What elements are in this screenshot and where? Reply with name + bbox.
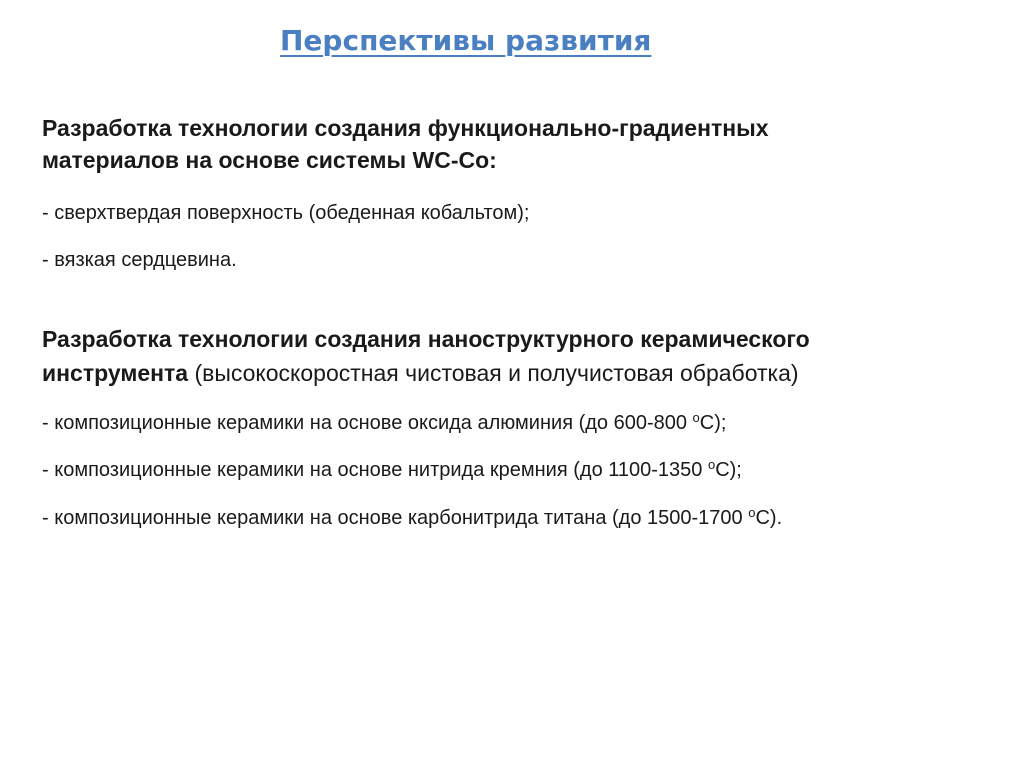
section1-item-1: - сверхтвердая поверхность (обеденная кобальтом);: [42, 202, 530, 224]
section2-item-1: [42, 410, 726, 436]
section2-item-1-text: - композиционные керамики на основе оксида алюминия (до 600-800: [42, 412, 693, 434]
degree-sign: о: [692, 410, 700, 425]
section1-heading-line1: Разработка технологии создания функционально-градиентных: [42, 115, 769, 141]
section2-heading-line1: Разработка технологии создания наноструктурного керамического: [42, 326, 810, 352]
section2-item-3: [42, 505, 782, 531]
section2-item-2-unit: С);: [715, 459, 742, 481]
section2-heading-line2: [42, 357, 799, 389]
degree-sign: о: [748, 505, 756, 520]
section2-item-2: [42, 457, 742, 483]
section2-item-1-unit: С);: [699, 412, 727, 434]
section2-item-3-unit: С).: [755, 507, 783, 529]
section2-item-3-text: - композиционные керамики на основе карбонитрида титана (до 1500-1700: [42, 507, 749, 529]
section2-heading-normal: (высокоскоростная чистовая и получистовая обработка): [188, 360, 799, 386]
page-title: Перспективы развития: [280, 24, 652, 57]
section1-item-2: - вязкая сердцевина.: [42, 249, 237, 271]
section2-heading-bold: инструмента: [42, 360, 189, 386]
section2-item-2-text: - композиционные керамики на основе нитрида кремния (до 1100-1350: [42, 459, 708, 481]
degree-sign: о: [707, 457, 716, 472]
section1-heading-line2: материалов на основе системы WC-Co:: [42, 147, 497, 173]
